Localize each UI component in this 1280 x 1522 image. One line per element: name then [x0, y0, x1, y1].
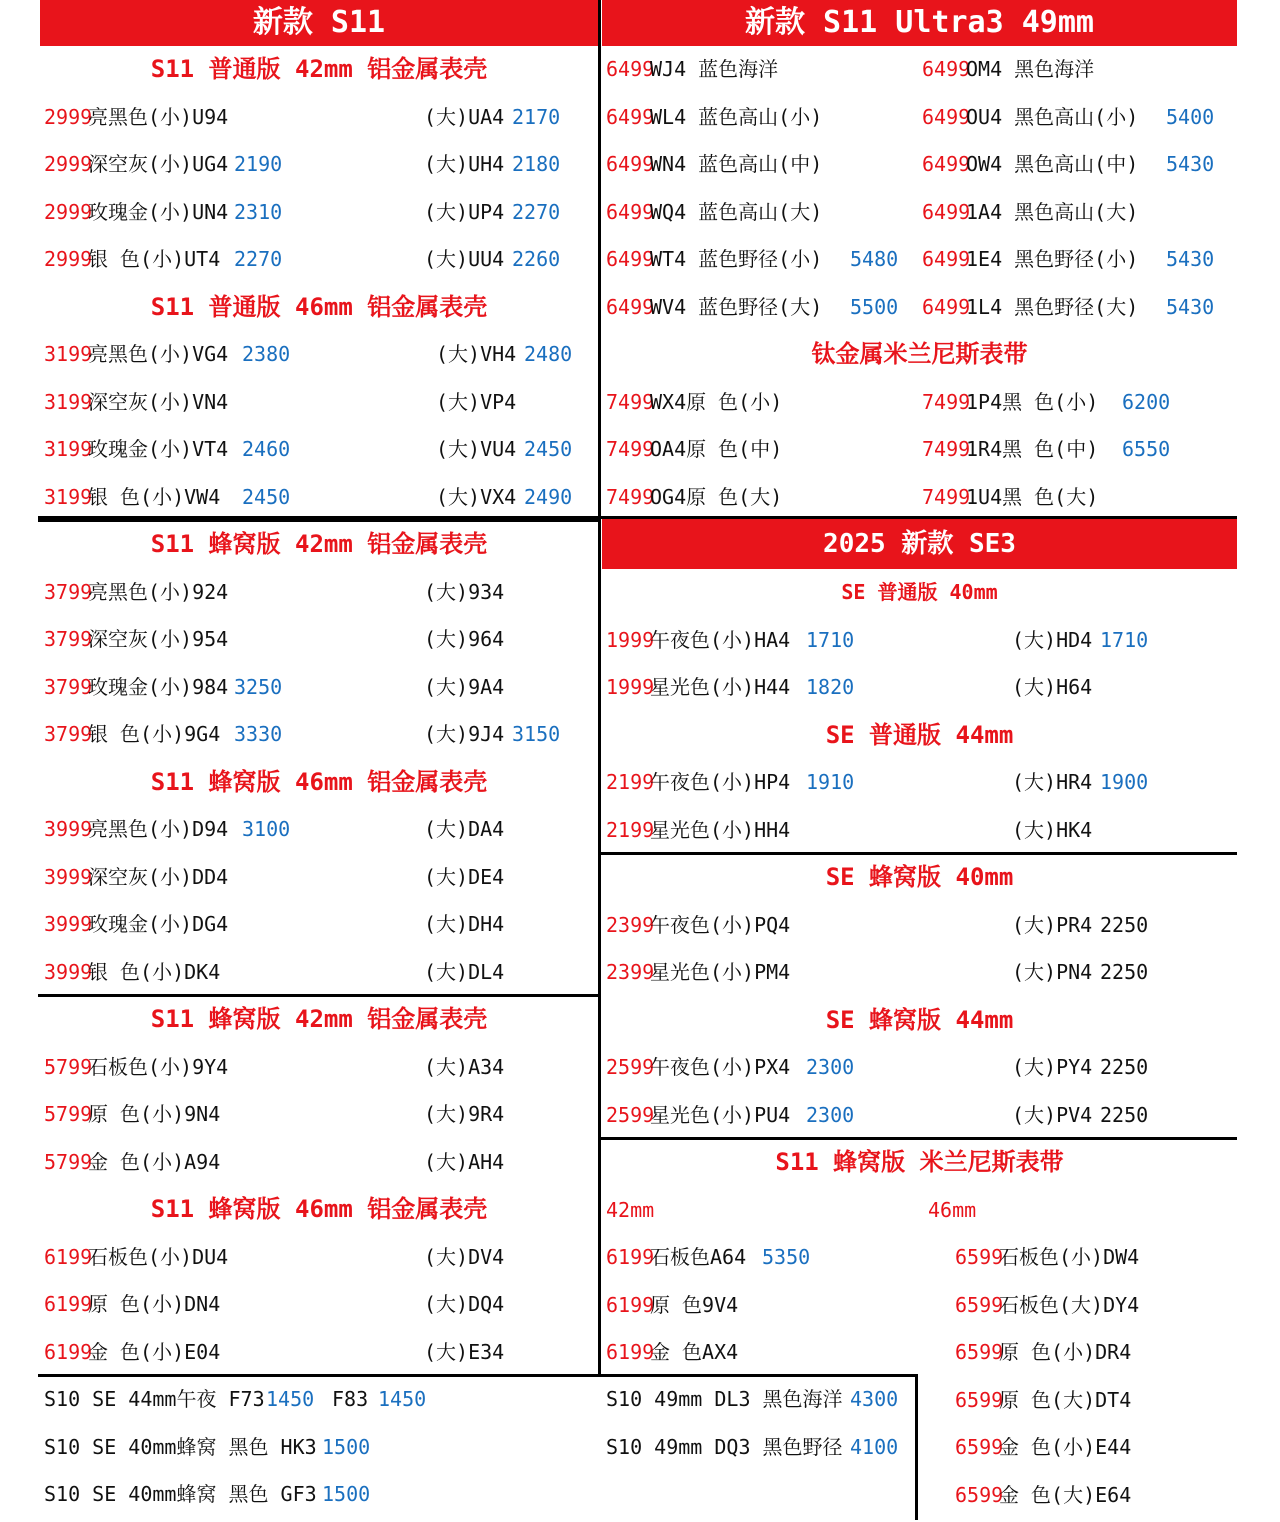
model: S10 49mm DL3 黑色海洋 — [606, 1387, 843, 1411]
model-small: 午夜色(小)PX4 — [650, 1055, 791, 1079]
price-row — [44, 854, 596, 901]
model: WL4 蓝色高山(小) — [650, 105, 823, 129]
price: 2399 — [606, 913, 655, 937]
trade-price: 2250 — [1100, 1103, 1149, 1127]
price: 2199 — [606, 770, 655, 794]
model-small: 亮黑色(小)924 — [88, 580, 229, 604]
price: 6599 — [955, 1340, 1004, 1364]
price-row — [44, 426, 596, 473]
trade-price: 5430 — [1166, 295, 1215, 319]
model: 石板色(小)DW4 — [999, 1245, 1140, 1269]
price: 3999 — [44, 865, 93, 889]
model-large: (大)UA4 — [424, 105, 505, 129]
model-small: 午夜色(小)PQ4 — [650, 913, 791, 937]
price-row — [44, 94, 596, 141]
price-row — [44, 1471, 594, 1518]
model-large: (大)HK4 — [1012, 818, 1093, 842]
model: WV4 蓝色野径(大) — [650, 295, 823, 319]
model: OU4 黑色高山(小) — [966, 105, 1139, 129]
trade-price: 1450 — [266, 1387, 315, 1411]
price-row — [44, 901, 596, 948]
model-small: 星光色(小)HH4 — [650, 818, 791, 842]
column-divider — [598, 0, 601, 1376]
price-row — [955, 1424, 1235, 1471]
price: 5799 — [44, 1150, 93, 1174]
price-row — [606, 284, 1236, 331]
model: 原 色(小)DR4 — [999, 1340, 1132, 1364]
model-large: (大)DH4 — [424, 912, 505, 936]
section-title: SE 普通版 40mm — [841, 580, 998, 604]
trade-price: 5400 — [1166, 105, 1215, 129]
price-row — [606, 141, 1236, 188]
price-row — [606, 902, 1236, 949]
price: 7499 — [606, 390, 655, 414]
price-row — [44, 711, 596, 758]
model-large: (大)DL4 — [424, 960, 505, 984]
trade-price: 3100 — [242, 817, 291, 841]
model-large: (大)DE4 — [424, 865, 505, 889]
price-row — [44, 616, 596, 663]
price: 6499 — [606, 57, 655, 81]
model-small: 银 色(小)9G4 — [88, 722, 221, 746]
trade-price: 1710 — [1100, 628, 1149, 652]
price: 6199 — [44, 1340, 93, 1364]
price: 6499 — [606, 152, 655, 176]
price: 2999 — [44, 200, 93, 224]
model-small: 玫瑰金(小)VT4 — [88, 437, 229, 461]
price-row — [44, 1376, 594, 1423]
price-row — [44, 1424, 594, 1471]
section-title: S11 普通版 46mm 铝金属表壳 — [150, 292, 488, 321]
price: 6199 — [606, 1293, 655, 1317]
price-row — [606, 617, 1236, 664]
price-row — [606, 807, 1236, 854]
price-row — [606, 1282, 906, 1329]
model: S10 49mm DQ3 黑色野径 — [606, 1435, 843, 1459]
model: S10 SE 40mm蜂窝 黑色 HK3 — [44, 1435, 317, 1459]
model: 金 色(大)E64 — [999, 1483, 1132, 1507]
model: 1L4 黑色野径(大) — [966, 295, 1139, 319]
price-row — [606, 759, 1236, 806]
price: 3999 — [44, 912, 93, 936]
model-small: 玫瑰金(小)984 — [88, 675, 229, 699]
model-small: 亮黑色(小)VG4 — [88, 342, 229, 366]
trade-price: 2270 — [512, 200, 561, 224]
trade-price: 2180 — [512, 152, 561, 176]
model-large: (大)AH4 — [424, 1150, 505, 1174]
price: 6499 — [922, 200, 971, 224]
price-row — [606, 1424, 916, 1471]
model-small: 银 色(小)VW4 — [88, 485, 221, 509]
model-small: 亮黑色(小)U94 — [88, 105, 229, 129]
column-label: 42mm — [606, 1198, 655, 1222]
price-row — [44, 806, 596, 853]
price: 6599 — [955, 1388, 1004, 1412]
model-large: (大)PV4 — [1012, 1103, 1093, 1127]
model: 1E4 黑色野径(小) — [966, 247, 1139, 271]
price: 7499 — [922, 437, 971, 461]
price: 6599 — [955, 1435, 1004, 1459]
model-large: (大)VU4 — [436, 437, 517, 461]
price: 6599 — [955, 1245, 1004, 1269]
model-small: 深空灰(小)DD4 — [88, 865, 229, 889]
header-se3: 2025 新款 SE3 — [602, 519, 1237, 569]
price-row — [44, 569, 596, 616]
trade-price: 2250 — [1100, 1055, 1149, 1079]
model-large: (大)9A4 — [424, 675, 505, 699]
model-small: 午夜色(小)HA4 — [650, 628, 791, 652]
model-large: (大)PR4 — [1012, 913, 1093, 937]
column-divider — [915, 1374, 918, 1520]
trade-price: 2310 — [234, 200, 283, 224]
trade-price: 2460 — [242, 437, 291, 461]
price-row — [44, 474, 596, 521]
model-large: (大)HR4 — [1012, 770, 1093, 794]
price-row — [955, 1377, 1235, 1424]
price: 2999 — [44, 105, 93, 129]
price-row — [44, 1139, 596, 1186]
trade-price: 6550 — [1122, 437, 1171, 461]
section-title: 钛金属米兰尼斯表带 — [811, 340, 1028, 368]
model: OW4 黑色高山(中) — [966, 152, 1139, 176]
price: 6499 — [922, 105, 971, 129]
model-small: 玫瑰金(小)UN4 — [88, 200, 229, 224]
price: 6499 — [922, 152, 971, 176]
price: 7499 — [922, 485, 971, 509]
price: 3799 — [44, 722, 93, 746]
price: 3199 — [44, 390, 93, 414]
price: 6499 — [606, 247, 655, 271]
trade-price: 2490 — [524, 485, 573, 509]
price: 2999 — [44, 152, 93, 176]
price-row — [44, 949, 596, 996]
trade-price: 2450 — [242, 485, 291, 509]
model-large: (大)964 — [424, 627, 505, 651]
model-large: (大)9R4 — [424, 1102, 505, 1126]
price-row — [606, 379, 1236, 426]
price: 7499 — [606, 437, 655, 461]
model: OM4 黑色海洋 — [966, 57, 1095, 81]
price-row — [955, 1234, 1235, 1281]
model-small: 金 色(小)E04 — [88, 1340, 221, 1364]
price-row — [955, 1472, 1235, 1519]
model-small: 石板色(小)DU4 — [88, 1245, 229, 1269]
model: 1P4黑 色(小) — [966, 390, 1099, 414]
price: 6499 — [922, 295, 971, 319]
price: 5799 — [44, 1102, 93, 1126]
price: 6499 — [606, 295, 655, 319]
price: 6499 — [922, 247, 971, 271]
model-small: 深空灰(小)VN4 — [88, 390, 229, 414]
model: 石板色(大)DY4 — [999, 1293, 1140, 1317]
model-large: (大)VX4 — [436, 485, 517, 509]
price: 6199 — [44, 1245, 93, 1269]
price: 6499 — [922, 57, 971, 81]
price-row — [44, 236, 596, 283]
model-large: (大)HD4 — [1012, 628, 1093, 652]
price: 2199 — [606, 818, 655, 842]
trade-price: 2170 — [512, 105, 561, 129]
price: 6499 — [606, 200, 655, 224]
price: 6199 — [606, 1245, 655, 1269]
price: 3199 — [44, 485, 93, 509]
price-row — [606, 1092, 1236, 1139]
model-large: (大)UU4 — [424, 247, 505, 271]
price-row — [44, 664, 596, 711]
model-small: 深空灰(小)UG4 — [88, 152, 229, 176]
price: 1999 — [606, 675, 655, 699]
model: 原 色(大)DT4 — [999, 1388, 1132, 1412]
trade-price: 1500 — [322, 1435, 371, 1459]
model-small: 原 色(小)9N4 — [88, 1102, 221, 1126]
price: 3999 — [44, 960, 93, 984]
trade-price: 5480 — [850, 247, 899, 271]
section-title: S11 蜂窝版 46mm 铝金属表壳 — [150, 767, 488, 796]
price-row — [44, 1281, 596, 1328]
trade-price: 2450 — [524, 437, 573, 461]
model-small: 原 色(小)DN4 — [88, 1292, 221, 1316]
trade-price: 5430 — [1166, 152, 1215, 176]
price-row — [606, 426, 1236, 473]
model-small: 石板色(小)9Y4 — [88, 1055, 229, 1079]
model-large: (大)VH4 — [436, 342, 517, 366]
model-large: (大)9J4 — [424, 722, 505, 746]
section-title: S11 普通版 42mm 铝金属表壳 — [150, 55, 488, 83]
model: OG4原 色(大) — [650, 485, 783, 509]
price-row — [606, 1234, 906, 1281]
section-title: SE 普通版 44mm — [825, 721, 1014, 749]
price-row — [44, 189, 596, 236]
price: 5799 — [44, 1055, 93, 1079]
model: 1A4 黑色高山(大) — [966, 200, 1139, 224]
model-small: 银 色(小)DK4 — [88, 960, 221, 984]
section-title: S11 蜂窝版 46mm 铝金属表壳 — [150, 1195, 488, 1223]
price: 3799 — [44, 627, 93, 651]
model-small: 银 色(小)UT4 — [88, 247, 221, 271]
model: WN4 蓝色高山(中) — [650, 152, 823, 176]
model: 石板色A64 — [650, 1245, 747, 1269]
model: S10 SE 40mm蜂窝 黑色 GF3 — [44, 1482, 317, 1506]
model: 1U4黑 色(大) — [966, 485, 1099, 509]
model: 1R4黑 色(中) — [966, 437, 1099, 461]
price: 3199 — [44, 437, 93, 461]
trade-price: 3150 — [512, 722, 561, 746]
price-row — [606, 94, 1236, 141]
model-large: (大)DQ4 — [424, 1292, 505, 1316]
price: 2599 — [606, 1103, 655, 1127]
section-title: S11 蜂窝版 42mm 铝金属表壳 — [150, 1005, 488, 1033]
price-row — [955, 1282, 1235, 1329]
price-row — [44, 379, 596, 426]
model-small: 星光色(小)PU4 — [650, 1103, 791, 1127]
trade-price: 1910 — [806, 770, 855, 794]
price-row — [44, 1091, 596, 1138]
section-title: SE 蜂窝版 44mm — [825, 1006, 1014, 1034]
trade-price: 2260 — [512, 247, 561, 271]
model-large: (大)A34 — [424, 1055, 505, 1079]
price: 3799 — [44, 580, 93, 604]
model-large: (大)VP4 — [436, 390, 517, 414]
price: 3799 — [44, 675, 93, 699]
model-large: (大)H64 — [1012, 675, 1093, 699]
trade-price: 1710 — [806, 628, 855, 652]
trade-price: 2300 — [806, 1055, 855, 1079]
trade-price: 2190 — [234, 152, 283, 176]
model-large: (大)DA4 — [424, 817, 505, 841]
price-row — [44, 1234, 596, 1281]
price-row — [44, 1044, 596, 1091]
trade-price: 2480 — [524, 342, 573, 366]
price: 2999 — [44, 247, 93, 271]
model-large: (大)DV4 — [424, 1245, 505, 1269]
model-small: 亮黑色(小)D94 — [88, 817, 229, 841]
trade-price: 2300 — [806, 1103, 855, 1127]
model: 原 色9V4 — [650, 1293, 739, 1317]
trade-price: 1500 — [322, 1482, 371, 1506]
trade-price: 5430 — [1166, 247, 1215, 271]
model-small: 星光色(小)H44 — [650, 675, 791, 699]
price-row — [44, 331, 596, 378]
model: 金 色AX4 — [650, 1340, 739, 1364]
header-s11: 新款 S11 — [40, 0, 598, 46]
trade-price: 2250 — [1100, 913, 1149, 937]
model: OA4原 色(中) — [650, 437, 783, 461]
trade-price: 3330 — [234, 722, 283, 746]
trade-price: 2380 — [242, 342, 291, 366]
model: WT4 蓝色野径(小) — [650, 247, 823, 271]
column-label: 46mm — [928, 1198, 977, 1222]
price-row — [44, 1329, 596, 1376]
trade-price: 4300 — [850, 1387, 899, 1411]
model: WX4原 色(小) — [650, 390, 783, 414]
model-small: 深空灰(小)954 — [88, 627, 229, 651]
model-small: 金 色(小)A94 — [88, 1150, 221, 1174]
price: 6499 — [606, 105, 655, 129]
model-small: 星光色(小)PM4 — [650, 960, 791, 984]
model-large: (大)PY4 — [1012, 1055, 1093, 1079]
price-row — [606, 664, 1236, 711]
section-title: SE 蜂窝版 40mm — [825, 863, 1014, 891]
section-title: S11 蜂窝版 42mm 铝金属表壳 — [150, 530, 488, 558]
trade-price: 5350 — [762, 1245, 811, 1269]
model-small: 午夜色(小)HP4 — [650, 770, 791, 794]
model-large: (大)934 — [424, 580, 505, 604]
trade-price: 2270 — [234, 247, 283, 271]
price: 1999 — [606, 628, 655, 652]
trade-price: 5500 — [850, 295, 899, 319]
trade-price: 2250 — [1100, 960, 1149, 984]
price-row — [606, 189, 1236, 236]
price-row — [606, 949, 1236, 996]
trade-price: 6200 — [1122, 390, 1171, 414]
price: 7499 — [606, 485, 655, 509]
trade-price: 1900 — [1100, 770, 1149, 794]
price-row — [606, 1044, 1236, 1091]
divider-line — [38, 516, 1237, 519]
model-large: (大)UH4 — [424, 152, 505, 176]
price-row — [606, 474, 1236, 521]
section-title: S11 蜂窝版 米兰尼斯表带 — [775, 1148, 1064, 1176]
price-row — [606, 1329, 906, 1376]
price-row — [955, 1329, 1235, 1376]
model-large: (大)E34 — [424, 1340, 505, 1364]
model-large: (大)PN4 — [1012, 960, 1093, 984]
price: 3999 — [44, 817, 93, 841]
price: 6599 — [955, 1293, 1004, 1317]
header-s11-ultra3: 新款 S11 Ultra3 49mm — [602, 0, 1237, 46]
trade-price: 1820 — [806, 675, 855, 699]
price-row — [606, 236, 1236, 283]
model: WQ4 蓝色高山(大) — [650, 200, 823, 224]
model: 金 色(小)E44 — [999, 1435, 1132, 1459]
model: F83 — [332, 1387, 369, 1411]
price-row — [606, 1376, 916, 1423]
price: 7499 — [922, 390, 971, 414]
price-row — [606, 46, 1236, 93]
trade-price: 1450 — [378, 1387, 427, 1411]
price: 6199 — [44, 1292, 93, 1316]
model-large: (大)UP4 — [424, 200, 505, 224]
model: WJ4 蓝色海洋 — [650, 57, 779, 81]
price: 3199 — [44, 342, 93, 366]
price-row — [44, 141, 596, 188]
trade-price: 3250 — [234, 675, 283, 699]
price: 2399 — [606, 960, 655, 984]
price: 6199 — [606, 1340, 655, 1364]
price: 2599 — [606, 1055, 655, 1079]
model-small: 玫瑰金(小)DG4 — [88, 912, 229, 936]
price: 6599 — [955, 1483, 1004, 1507]
model: S10 SE 44mm午夜 F73 — [44, 1387, 265, 1411]
trade-price: 4100 — [850, 1435, 899, 1459]
